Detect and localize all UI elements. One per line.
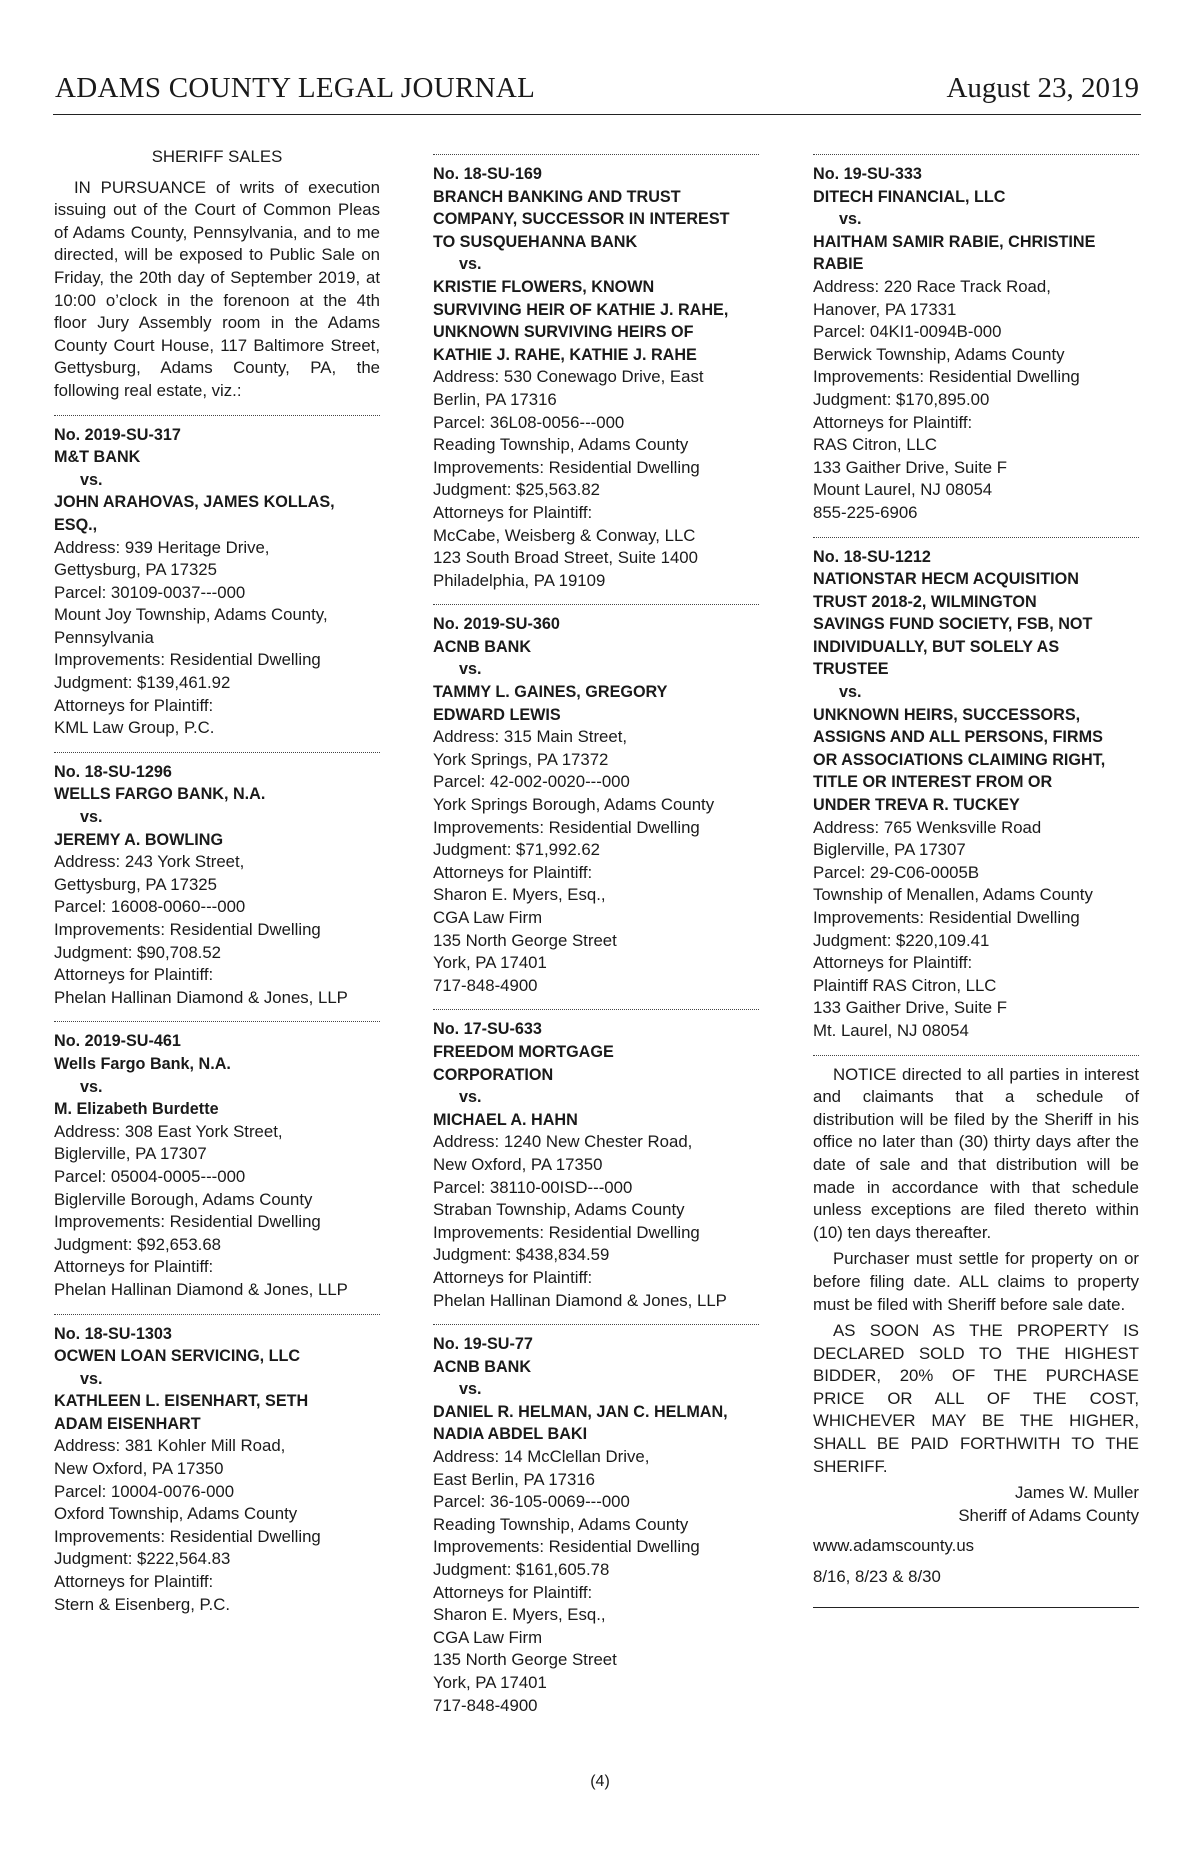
- case-detail-line: 717-848-4900: [433, 1695, 538, 1715]
- case-detail-line: Sharon E. Myers, Esq.,: [433, 1605, 606, 1625]
- case-detail-line: Address: 381 Kohler Mill Road,: [54, 1436, 286, 1456]
- versus-label: vs.: [459, 1088, 482, 1107]
- versus-label: vs.: [80, 1369, 103, 1388]
- case-detail-line: Philadelphia, PA 19109: [433, 570, 606, 590]
- journal-title: ADAMS COUNTY LEGAL JOURNAL: [55, 72, 536, 104]
- defendant-name: UNKNOWN HEIRS, SUCCESSORS,: [813, 705, 1081, 724]
- versus-label: vs.: [80, 808, 103, 827]
- intro-paragraph: IN PURSUANCE of writs of execution issuing out of the Court of Common Pleas of Adams County, Pennsylvania, and to me directed, will be exposed to Public Sale on Friday, the 20th day of September 2019, at 10:00 o’clock in the forenoon at the 4th floor Jury Assembly room in the Adams County Court House, 117 Baltimore Street, Gettysburg, Adams County, PA, the following real estate, viz.:: [54, 177, 380, 400]
- case-detail-line: Parcel: 42-002-0020---000: [433, 772, 630, 792]
- plaintiff-name: INDIVIDUALLY, BUT SOLELY AS: [813, 637, 1060, 656]
- case-detail-line: Parcel: 36-105-0069---000: [433, 1492, 630, 1512]
- case-detail-line: Improvements: Residential Dwelling: [813, 367, 1080, 387]
- case-detail-line: Reading Township, Adams County: [433, 435, 689, 455]
- case-detail-line: Parcel: 36L08-0056---000: [433, 412, 625, 432]
- sheriff-title: Sheriff of Adams County: [958, 1505, 1139, 1525]
- case-number: No. 19-SU-77: [433, 1335, 533, 1354]
- case-detail-line: Judgment: $90,708.52: [54, 942, 222, 962]
- dotted-divider: [54, 1021, 380, 1022]
- notice-distribution: NOTICE directed to all parties in interest and claimants that a schedule of distribution will be filed by the Sheriff in his office no later than (30) thirty days after the date of sale and that distribution will be made in accordance with that schedule unless exceptions are filed thereto within (10) ten days thereafter.: [813, 1064, 1139, 1242]
- case-detail-line: 135 North George Street: [433, 1650, 617, 1670]
- case-detail-line: Phelan Hallinan Diamond & Jones, LLP: [54, 1279, 348, 1299]
- case-entry: [54, 1323, 380, 1617]
- case-entry: [433, 1333, 759, 1717]
- section-heading: SHERIFF SALES: [151, 147, 283, 166]
- case-detail-line: Mt. Laurel, NJ 08054: [813, 1020, 969, 1040]
- case-detail-line: Address: 14 McClellan Drive,: [433, 1447, 650, 1467]
- case-detail-line: CGA Law Firm: [433, 908, 543, 927]
- defendant-name: HAITHAM SAMIR RABIE, CHRISTINE: [813, 232, 1096, 251]
- plaintiff-name: ACNB BANK: [433, 1357, 532, 1376]
- defendant-name: ASSIGNS AND ALL PERSONS, FIRMS: [813, 728, 1103, 747]
- case-number: No. 17-SU-633: [433, 1020, 542, 1039]
- case-detail-line: McCabe, Weisberg & Conway, LLC: [433, 525, 696, 545]
- plaintiff-name: NATIONSTAR HECM ACQUISITION: [813, 570, 1079, 589]
- case-detail-line: Improvements: Residential Dwelling: [54, 1526, 321, 1546]
- case-detail-line: 133 Gaither Drive, Suite F: [813, 998, 1008, 1018]
- case-number: No. 18-SU-1303: [54, 1324, 172, 1343]
- case-detail-line: Oxford Township, Adams County: [54, 1504, 298, 1524]
- dotted-divider: [813, 1055, 1139, 1056]
- case-detail-line: Improvements: Residential Dwelling: [54, 1212, 321, 1232]
- dotted-divider: [54, 415, 380, 416]
- case-detail-line: Mount Joy Township, Adams County,: [54, 605, 328, 625]
- case-detail-line: Pennsylvania: [54, 627, 154, 647]
- plaintiff-name: BRANCH BANKING AND TRUST: [433, 187, 681, 206]
- case-detail-line: Attorneys for Plaintiff:: [433, 862, 593, 882]
- versus-label: vs.: [80, 1077, 103, 1096]
- case-entry: [54, 1030, 380, 1301]
- case-detail-line: Address: 315 Main Street,: [433, 727, 628, 747]
- plaintiff-name: TRUSTEE: [813, 660, 889, 679]
- defendant-name: NADIA ABDEL BAKI: [433, 1425, 588, 1444]
- case-detail-line: Address: 243 York Street,: [54, 852, 245, 872]
- case-detail-line: Address: 308 East York Street,: [54, 1121, 283, 1141]
- end-rule: [813, 1607, 1139, 1608]
- plaintiff-name: CORPORATION: [433, 1065, 554, 1084]
- sheriff-name: James W. Muller: [1014, 1483, 1139, 1503]
- case-number: No. 19-SU-333: [813, 165, 922, 183]
- case-entry: [433, 1018, 759, 1312]
- case-detail-line: Parcel: 04KI1-0094B-000: [813, 322, 1002, 342]
- plaintiff-name: TO SUSQUEHANNA BANK: [433, 232, 638, 251]
- case-detail-line: Biglerville, PA 17307: [54, 1144, 207, 1164]
- plaintiff-name: OCWEN LOAN SERVICING, LLC: [54, 1347, 301, 1366]
- case-entry: [433, 163, 759, 592]
- versus-label: vs.: [459, 1380, 482, 1399]
- plaintiff-name: COMPANY, SUCCESSOR IN INTEREST: [433, 210, 730, 229]
- defendant-name: SURVIVING HEIR OF KATHIE J. RAHE,: [433, 300, 729, 319]
- case-detail-line: 717-848-4900: [433, 975, 538, 995]
- column-2: [433, 142, 759, 1717]
- plaintiff-name: M&T BANK: [54, 448, 141, 467]
- case-detail-line: Judgment: $438,834.59: [433, 1245, 610, 1265]
- case-detail-line: York Springs Borough, Adams County: [433, 795, 715, 815]
- case-detail-line: Straban Township, Adams County: [433, 1200, 685, 1220]
- defendant-name: M. Elizabeth Burdette: [54, 1100, 219, 1119]
- case-detail-line: Sharon E. Myers, Esq.,: [433, 885, 606, 905]
- case-detail-line: New Oxford, PA 17350: [54, 1459, 224, 1479]
- defendant-name: UNDER TREVA R. TUCKEY: [813, 796, 1020, 815]
- case-number: No. 2019-SU-317: [54, 425, 181, 444]
- dotted-divider: [54, 1314, 380, 1315]
- case-detail-line: Attorneys for Plaintiff:: [54, 695, 214, 715]
- case-detail-line: Judgment: $220,109.41: [813, 930, 990, 950]
- case-detail-line: Improvements: Residential Dwelling: [813, 908, 1080, 927]
- case-detail-line: Attorneys for Plaintiff:: [433, 502, 593, 522]
- plaintiff-name: FREEDOM MORTGAGE: [433, 1042, 614, 1061]
- case-entry: [54, 761, 380, 1010]
- dotted-divider: [433, 1009, 759, 1010]
- case-detail-line: Improvements: Residential Dwelling: [433, 1537, 700, 1557]
- case-detail-line: Judgment: $222,564.83: [54, 1549, 231, 1569]
- case-detail-line: 855-225-6906: [813, 502, 918, 522]
- case-detail-line: Address: 220 Race Track Road,: [813, 276, 1051, 296]
- case-detail-line: Judgment: $139,461.92: [54, 673, 231, 693]
- case-detail-line: Improvements: Residential Dwelling: [433, 457, 700, 477]
- case-detail-line: York, PA 17401: [433, 1673, 547, 1692]
- case-detail-line: Attorneys for Plaintiff:: [813, 953, 973, 973]
- case-detail-line: Improvements: Residential Dwelling: [433, 817, 700, 837]
- case-detail-line: Judgment: $25,563.82: [433, 480, 601, 500]
- plaintiff-name: ACNB BANK: [433, 637, 532, 656]
- dotted-divider: [433, 154, 759, 155]
- case-detail-line: Reading Township, Adams County: [433, 1514, 689, 1534]
- case-detail-line: Parcel: 29-C06-0005B: [813, 862, 980, 882]
- case-detail-line: Stern & Eisenberg, P.C.: [54, 1594, 230, 1614]
- case-detail-line: Plaintiff RAS Citron, LLC: [813, 975, 997, 995]
- defendant-name: KATHIE J. RAHE, KATHIE J. RAHE: [433, 345, 697, 364]
- case-detail-line: Gettysburg, PA 17325: [54, 560, 217, 580]
- defendant-name: ADAM EISENHART: [54, 1414, 201, 1433]
- case-detail-line: Judgment: $92,653.68: [54, 1234, 222, 1254]
- defendant-name: DANIEL R. HELMAN, JAN C. HELMAN,: [433, 1402, 728, 1421]
- page-number: (4): [590, 1773, 610, 1790]
- case-entry: [813, 546, 1139, 1043]
- defendant-name: RABIE: [813, 255, 864, 274]
- case-entry: [813, 163, 1139, 525]
- case-detail-line: Attorneys for Plaintiff:: [433, 1267, 593, 1287]
- case-detail-line: Improvements: Residential Dwelling: [54, 650, 321, 670]
- plaintiff-name: SAVINGS FUND SOCIETY, FSB, NOT: [813, 615, 1093, 634]
- versus-label: vs.: [459, 660, 482, 679]
- plaintiff-name: TRUST 2018-2, WILMINGTON: [813, 592, 1037, 611]
- plaintiff-name: Wells Fargo Bank, N.A.: [54, 1054, 231, 1073]
- case-detail-line: York Springs, PA 17372: [433, 749, 609, 769]
- versus-label: vs.: [459, 255, 482, 274]
- case-detail-line: New Oxford, PA 17350: [433, 1154, 603, 1174]
- dotted-divider: [433, 1324, 759, 1325]
- website-link[interactable]: www.adamscounty.us: [813, 1536, 975, 1556]
- case-detail-line: Gettysburg, PA 17325: [54, 874, 217, 894]
- case-number: No. 18-SU-1296: [54, 762, 172, 781]
- dotted-divider: [813, 537, 1139, 538]
- case-detail-line: East Berlin, PA 17316: [433, 1469, 596, 1489]
- case-detail-line: York, PA 17401: [433, 953, 547, 973]
- defendant-name: KRISTIE FLOWERS, KNOWN: [433, 277, 655, 296]
- case-detail-line: Address: 939 Heritage Drive,: [54, 537, 270, 557]
- dotted-divider: [433, 604, 759, 605]
- notice-payment: AS SOON AS THE PROPERTY IS DECLARED SOLD TO THE HIGHEST BIDDER, 20% OF THE PURCHASE PRICE OR ALL OF THE COST, WHICHEVER MAY BE THE HIGHER, SHALL BE PAID FORTHWITH TO THE SHERIFF.: [813, 1321, 1139, 1476]
- defendant-name: ESQ.,: [54, 515, 98, 534]
- versus-label: vs.: [839, 683, 862, 702]
- case-number: No. 18-SU-1212: [813, 547, 931, 566]
- case-detail-line: Parcel: 38110-00ISD---000: [433, 1177, 633, 1197]
- case-detail-line: Parcel: 16008-0060---000: [54, 897, 246, 917]
- defendant-name: JEREMY A. BOWLING: [54, 830, 224, 849]
- issue-date: August 23, 2019: [946, 72, 1139, 104]
- case-detail-line: Biglerville Borough, Adams County: [54, 1189, 313, 1209]
- case-detail-line: 133 Gaither Drive, Suite F: [813, 457, 1008, 477]
- case-entry: [433, 613, 759, 997]
- case-detail-line: Hanover, PA 17331: [813, 299, 957, 319]
- case-detail-line: Address: 765 Wenksville Road: [813, 817, 1042, 837]
- publication-dates: 8/16, 8/23 & 8/30: [813, 1567, 941, 1587]
- case-detail-line: 135 North George Street: [433, 930, 617, 950]
- plaintiff-name: WELLS FARGO BANK, N.A.: [54, 785, 266, 804]
- column-1: [54, 142, 380, 1616]
- case-detail-line: Township of Menallen, Adams County: [813, 885, 1093, 905]
- case-detail-line: Berwick Township, Adams County: [813, 344, 1065, 364]
- column-3: [813, 142, 1139, 1608]
- dotted-divider: [813, 154, 1139, 155]
- case-detail-line: Judgment: $170,895.00: [813, 389, 990, 409]
- case-detail-line: Parcel: 05004-0005---000: [54, 1166, 246, 1186]
- case-detail-line: Judgment: $161,605.78: [433, 1560, 610, 1580]
- defendant-name: MICHAEL A. HAHN: [433, 1110, 578, 1129]
- versus-label: vs.: [839, 210, 862, 229]
- dotted-divider: [54, 752, 380, 753]
- case-detail-line: Phelan Hallinan Diamond & Jones, LLP: [433, 1290, 727, 1310]
- case-detail-line: 123 South Broad Street, Suite 1400: [433, 548, 698, 568]
- case-detail-line: Attorneys for Plaintiff:: [54, 1257, 214, 1277]
- case-detail-line: Attorneys for Plaintiff:: [54, 1572, 214, 1592]
- case-detail-line: Parcel: 30109-0037---000: [54, 582, 246, 602]
- case-detail-line: Improvements: Residential Dwelling: [54, 920, 321, 939]
- case-detail-line: Mount Laurel, NJ 08054: [813, 480, 993, 500]
- case-number: No. 2019-SU-461: [54, 1032, 181, 1051]
- plaintiff-name: DITECH FINANCIAL, LLC: [813, 187, 1006, 206]
- defendant-name: TITLE OR INTEREST FROM OR: [813, 773, 1053, 792]
- case-detail-line: KML Law Group, P.C.: [54, 718, 215, 738]
- defendant-name: TAMMY L. GAINES, GREGORY: [433, 683, 668, 702]
- case-number: No. 18-SU-169: [433, 165, 542, 183]
- page-header: [53, 68, 1141, 115]
- case-detail-line: Biglerville, PA 17307: [813, 840, 966, 860]
- case-detail-line: RAS Citron, LLC: [813, 435, 938, 455]
- defendant-name: JOHN ARAHOVAS, JAMES KOLLAS,: [54, 493, 335, 512]
- case-detail-line: Improvements: Residential Dwelling: [433, 1222, 700, 1242]
- case-detail-line: Berlin, PA 17316: [433, 389, 557, 409]
- case-detail-line: Address: 530 Conewago Drive, East: [433, 367, 704, 387]
- case-detail-line: Attorneys for Plaintiff:: [433, 1582, 593, 1602]
- case-entry: [54, 424, 380, 740]
- defendant-name: OR ASSOCIATIONS CLAIMING RIGHT,: [813, 750, 1106, 769]
- versus-label: vs.: [80, 470, 103, 489]
- notice-settlement: Purchaser must settle for property on or before filing date. ALL claims to property must be filed with Sheriff before sale date.: [813, 1249, 1139, 1314]
- case-detail-line: Attorneys for Plaintiff:: [813, 412, 973, 432]
- case-detail-line: Address: 1240 New Chester Road,: [433, 1132, 693, 1152]
- defendant-name: UNKNOWN SURVIVING HEIRS OF: [433, 323, 694, 342]
- case-detail-line: Judgment: $71,992.62: [433, 840, 601, 860]
- case-detail-line: Phelan Hallinan Diamond & Jones, LLP: [54, 987, 348, 1007]
- case-number: No. 2019-SU-360: [433, 615, 560, 634]
- case-detail-line: CGA Law Firm: [433, 1627, 543, 1647]
- case-detail-line: Parcel: 10004-0076-000: [54, 1481, 235, 1501]
- defendant-name: EDWARD LEWIS: [433, 705, 561, 724]
- defendant-name: KATHLEEN L. EISENHART, SETH: [54, 1392, 309, 1411]
- case-detail-line: Attorneys for Plaintiff:: [54, 965, 214, 985]
